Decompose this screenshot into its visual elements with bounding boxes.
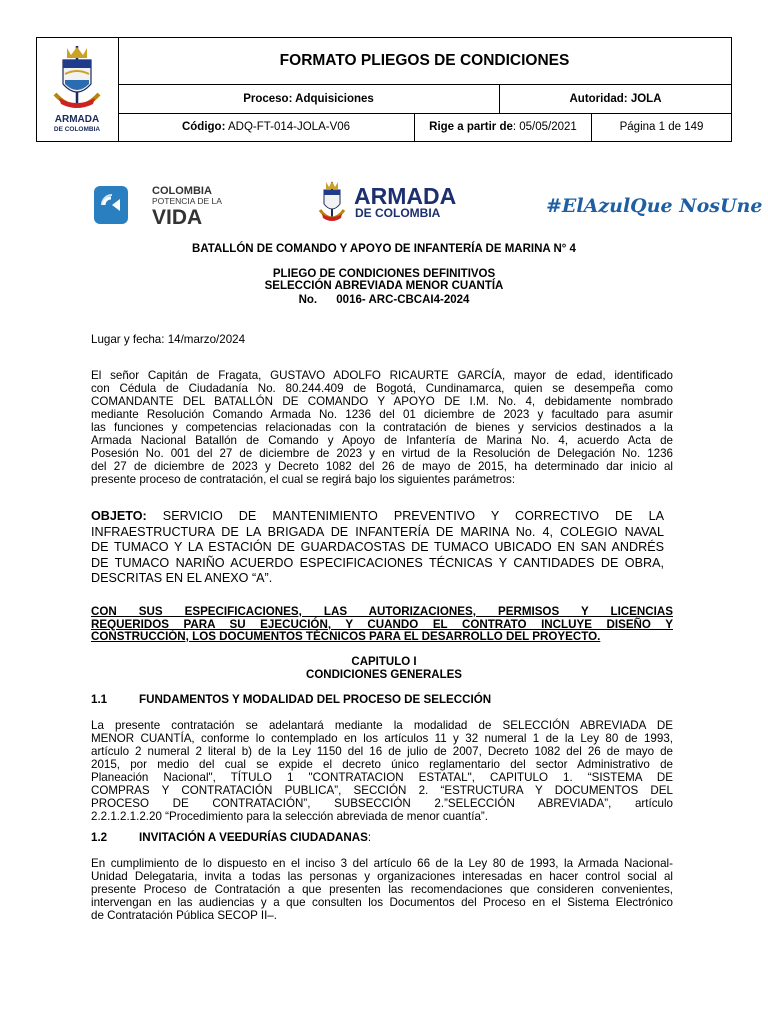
document-header-table (36, 37, 732, 142)
colombia-text: COLOMBIA (152, 185, 212, 197)
section-1-2-number: 1.2 (91, 831, 108, 844)
objeto-line (91, 509, 664, 525)
paragraph-line: Posesión No. 001 del 27 de diciembre de 2023 y en virtud de la Resolución de Delegación No. 1236 (91, 447, 673, 460)
armada-colombia-logo (312, 178, 482, 228)
section-1-2-paragraph (91, 857, 673, 922)
codigo-label: Código: (181, 121, 226, 133)
objeto-label: OBJETO: (91, 509, 147, 523)
vida-text: VIDA (152, 206, 203, 229)
section-1-1-paragraph (91, 719, 673, 823)
rige-label: Rige a partir de (429, 121, 513, 133)
requirements-statement (91, 606, 673, 644)
objeto-line: DESCRITAS EN EL ANEXO “A”. (91, 571, 273, 585)
paragraph-line: 2015, por medio del cual se expide el decreto único reglamentario del sector Administrativo de (91, 758, 673, 771)
codigo-value: ADQ-FT-014-JOLA-V06 (225, 121, 351, 133)
logo-text-armada: ARMADA (54, 114, 100, 125)
pagina-field: Página 1 de 149 (619, 121, 704, 133)
intro-paragraph (91, 369, 673, 486)
section-1-2-colon: : (367, 831, 372, 844)
paragraph-line: intervengan en las audiencias y a que consulten los Documentos del Proceso en el Sistema Electrónico (91, 896, 673, 909)
form-title: FORMATO PLIEGOS DE CONDICIONES (118, 38, 731, 85)
paragraph-line: con Cédula de Ciudadanía No. 80.244.409 de Bogotá, Cundinamarca, quien se desempeña como (91, 382, 673, 395)
paragraph-line: las funciones y competencias relacionadas con la contratación de bienes y servicios destinados a la (91, 421, 673, 434)
section-1-1-number: 1.1 (91, 693, 108, 706)
pliego-number: No. 0016- ARC-CBCAI4-2024 (298, 294, 470, 306)
paragraph-line: artículo 2 numeral 2 literal b) de la Ley 1150 del 16 de julio de 2007, Decreto 1082 del 26 de mayo de (91, 745, 673, 758)
objeto-text: SERVICIO DE MANTENIMIENTO PREVENTIVO Y CORRECTIVO DE LA (146, 509, 664, 523)
paragraph-line: COMANDANTE DEL BATALLÓN DE COMANDO Y APOYO DE I.M. No. 4, debidamente nombrado (91, 395, 673, 408)
pliego-title: PLIEGO DE CONDICIONES DEFINITIVOS (272, 268, 496, 280)
hashtag-logo (544, 178, 763, 228)
lugar-fecha: Lugar y fecha: 14/marzo/2024 (91, 333, 246, 346)
paragraph-line: Unidad Delegataria, invita a todas las personas y organizaciones interesadas en hacer control social al (91, 870, 673, 883)
chapter-subheading: CONDICIONES GENERALES (306, 669, 462, 681)
paragraph-line: 2.2.1.2.1.2.20 “Procedimiento para la selección abreviada de menor cuantía”. (91, 810, 489, 823)
requirements-line: CONSTRUCCIÓN, LOS DOCUMENTOS TÉCNICOS PARA EL DESARROLLO DEL PROYECTO. (91, 630, 601, 643)
section-1-2-heading (139, 831, 371, 844)
paragraph-line: presente Proceso de Contratación a que presenten las recomendaciones que consideren convenientes, (91, 883, 673, 896)
armada-logo-text: ARMADA (354, 183, 457, 209)
unit-name: BATALLÓN DE COMANDO Y APOYO DE INFANTERÍA DE MARINA N° 4 (192, 243, 576, 255)
paragraph-line: COMPRAS Y CONTRATACIÓN PUBLICA”, SECCIÓN 2. “ESTRUCTURA Y DOCUMENTOS DEL (91, 784, 673, 797)
paragraph-line: de Contratación Pública SECOP II–. (91, 909, 278, 922)
paragraph-line: El señor Capitán de Fragata, GUSTAVO ADOLFO RICAURTE GARCÍA, mayor de edad, identificado (91, 369, 673, 382)
institutional-logos (90, 178, 763, 229)
autoridad-field: Autoridad: JOLA (569, 92, 662, 105)
armada-emblem-logo (37, 38, 118, 141)
header-row-proceso (118, 84, 731, 114)
objeto-block (91, 509, 664, 587)
de-colombia-logo-text: DE COLOMBIA (355, 206, 441, 220)
paragraph-line: MENOR CUANTÍA, conforme lo contemplado en los artículos 11 y 32 numeral 1 de la Ley 80 de 1993, (91, 732, 673, 745)
chapter-heading: CAPITULO I (351, 656, 417, 668)
codigo-field (118, 113, 415, 141)
section-1-2-title: INVITACIÓN A VEEDURÍAS CIUDADANAS (139, 831, 368, 844)
objeto-line: DE TUMACO Y LA ESTACIÓN DE GUARDACOSTAS DE TUMACO UBICADO EN SAN ANDRÉS (91, 540, 664, 554)
paragraph-line: del 27 de diciembre de 2023 y Decreto 1082 del 26 de mayo de 2015, ha determinado dar inicio al (91, 460, 673, 473)
requirements-line: CON SUS ESPECIFICACIONES, LAS AUTORIZACIONES, PERMISOS Y LICENCIAS (91, 605, 673, 618)
rige-field (415, 113, 592, 141)
paragraph-line: mediante Resolución Comando Armada No. 1236 del 01 diciembre de 2023 y facultado para asumir (91, 408, 673, 421)
proceso-field: Proceso: Adquisiciones (118, 84, 500, 113)
paragraph-line: PROCESO DE CONTRATACIÓN”, SUBSECCIÓN 2.”SELECCIÓN ABREVIADA”, artículo (91, 797, 673, 810)
potencia-text: POTENCIA DE LA (152, 196, 222, 206)
paragraph-line: presente proceso de contratación, el cual se regirá bajo los siguientes parámetros: (91, 473, 516, 486)
paragraph-line: En cumplimiento de lo dispuesto en el inciso 3 del artículo 66 de la Ley 80 de 1993, la Armada Nacional- (91, 857, 673, 870)
header-row-codigo (118, 113, 731, 141)
requirements-line: REQUERIDOS PARA SU EJECUCIÓN, Y CUANDO EL CONTRATO INCLUYE DISEÑO Y (91, 617, 673, 631)
hashtag-text: #ElAzulQue NosUne (546, 195, 763, 217)
paragraph-line: Planeación Nacional", TÍTULO 1 "CONTRATACION ESTATAL", CAPITULO 1. “SISTEMA DE (91, 771, 673, 784)
rige-value: : 05/05/2021 (512, 121, 577, 133)
paragraph-line: Armada Nacional Batallón de Comando y Apoyo de Infantería de Marina No. 4, acuerdo Acta de (91, 434, 673, 447)
section-1-1-title: FUNDAMENTOS Y MODALIDAD DEL PROCESO DE SELECCIÓN (139, 693, 492, 706)
objeto-line: DE TUMACO NARIÑO ACUERDO ESPECIFICACIONES TÉCNICAS Y CANTIDADES DE OBRA, (91, 555, 664, 570)
header-logo-cell (37, 38, 119, 141)
logo-text-de-colombia: DE COLOMBIA (53, 126, 101, 133)
colombia-potencia-logo (90, 178, 240, 228)
objeto-line: INFRAESTRUCTURA DE LA BRIGADA DE INFANTERÍA DE MARINA No. 4, COLEGIO NAVAL (91, 524, 664, 539)
paragraph-line: La presente contratación se adelantará mediante la modalidad de SELECCIÓN ABREVIADA DE (91, 719, 673, 732)
pliego-subtitle: SELECCIÓN ABREVIADA MENOR CUANTÍA (264, 280, 504, 292)
